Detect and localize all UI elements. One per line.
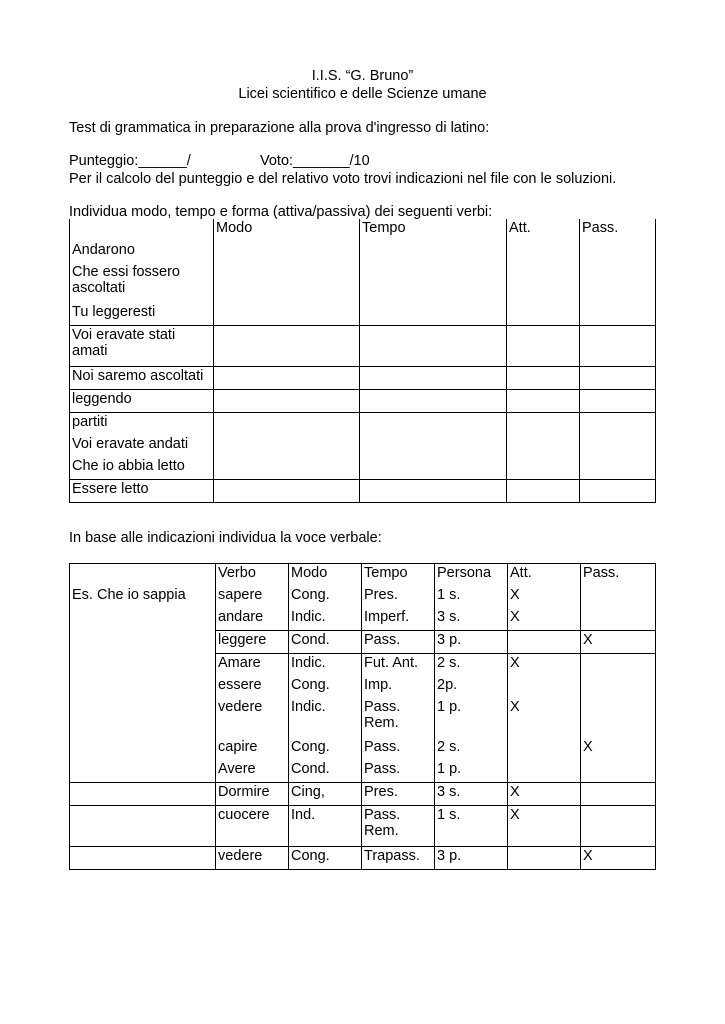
tempo-answer-cell[interactable] bbox=[360, 435, 507, 457]
modo-cell: Cong. bbox=[289, 586, 362, 608]
tempo-cell: Fut. Ant. bbox=[362, 654, 435, 677]
tempo-answer-cell[interactable] bbox=[360, 480, 507, 503]
table-row bbox=[70, 435, 656, 457]
modo-cell: Cing, bbox=[289, 783, 362, 806]
header-persona: Persona bbox=[435, 564, 508, 587]
tempo-answer-cell[interactable] bbox=[360, 413, 507, 436]
header-tempo: Tempo bbox=[360, 219, 507, 241]
verbo-cell: Avere bbox=[216, 760, 289, 783]
modo-answer-cell[interactable] bbox=[214, 241, 360, 263]
pass-cell bbox=[581, 783, 656, 806]
att-cell bbox=[508, 847, 581, 870]
answer-cell[interactable] bbox=[70, 698, 216, 738]
answer-cell[interactable] bbox=[70, 631, 216, 654]
table-row bbox=[70, 586, 656, 608]
table-row bbox=[70, 738, 656, 760]
tempo-answer-cell[interactable] bbox=[360, 326, 507, 367]
persona-cell: 2 s. bbox=[435, 654, 508, 677]
tempo-answer-cell[interactable] bbox=[360, 263, 507, 303]
verbo-cell: sapere bbox=[216, 586, 289, 608]
table-header-row bbox=[70, 219, 656, 241]
pass-answer-cell[interactable] bbox=[580, 435, 656, 457]
pass-cell: X bbox=[581, 631, 656, 654]
modo-answer-cell[interactable] bbox=[214, 326, 360, 367]
verbo-cell: Dormire bbox=[216, 783, 289, 806]
voto-label: Voto:_______/10 bbox=[260, 153, 370, 169]
table-row bbox=[70, 326, 656, 367]
answer-cell[interactable] bbox=[70, 760, 216, 783]
pass-cell: X bbox=[581, 847, 656, 870]
att-answer-cell[interactable] bbox=[507, 480, 580, 503]
answer-cell[interactable] bbox=[70, 783, 216, 806]
pass-cell bbox=[581, 698, 656, 738]
pass-cell: X bbox=[581, 738, 656, 760]
verb-cell: Andarono bbox=[72, 242, 135, 258]
att-answer-cell[interactable] bbox=[507, 457, 580, 480]
pass-cell bbox=[581, 760, 656, 783]
att-answer-cell[interactable] bbox=[507, 303, 580, 326]
answer-cell[interactable] bbox=[70, 676, 216, 698]
persona-cell: 1 p. bbox=[435, 760, 508, 783]
verbo-cell: Amare bbox=[216, 654, 289, 677]
persona-cell: 3 s. bbox=[435, 608, 508, 631]
modo-answer-cell[interactable] bbox=[214, 435, 360, 457]
verb-cell: leggendo bbox=[70, 390, 214, 413]
tempo-cell: Imp. bbox=[362, 676, 435, 698]
pass-answer-cell[interactable] bbox=[580, 263, 656, 303]
modo-cell: Cong. bbox=[289, 847, 362, 870]
modo-cell: Cond. bbox=[289, 631, 362, 654]
modo-cell: Indic. bbox=[289, 698, 362, 738]
verbo-cell: cuocere bbox=[216, 806, 289, 847]
table-row bbox=[70, 457, 656, 480]
example-label: Es. Che io sappia bbox=[72, 587, 186, 603]
pass-cell bbox=[581, 806, 656, 847]
header-modo: Modo bbox=[289, 564, 362, 587]
att-cell: X bbox=[508, 783, 581, 806]
verb-cell: partiti bbox=[72, 414, 108, 430]
tempo-cell: Pass. Rem. bbox=[362, 698, 435, 738]
verbo-cell: essere bbox=[216, 676, 289, 698]
header-att: Att. bbox=[507, 219, 580, 241]
school-name: I.I.S. “G. Bruno” bbox=[311, 68, 414, 84]
table-row bbox=[70, 698, 656, 738]
att-cell: X bbox=[508, 586, 581, 608]
section1-instruction: Individua modo, tempo e forma (attiva/passiva) dei seguenti verbi: bbox=[69, 204, 493, 220]
answer-cell[interactable] bbox=[70, 608, 216, 631]
header-tempo: Tempo bbox=[362, 564, 435, 587]
att-cell bbox=[508, 760, 581, 783]
section2-instruction: In base alle indicazioni individua la voce verbale: bbox=[69, 530, 382, 546]
persona-cell: 3 p. bbox=[435, 631, 508, 654]
persona-cell: 2p. bbox=[435, 676, 508, 698]
modo-cell: Cond. bbox=[289, 760, 362, 783]
verb-cell: Che essi fossero ascoltati bbox=[72, 264, 180, 296]
verb-cell: Che io abbia letto bbox=[70, 457, 214, 480]
att-cell bbox=[508, 676, 581, 698]
table-row bbox=[70, 480, 656, 503]
pass-answer-cell[interactable] bbox=[580, 326, 656, 367]
tempo-cell: Pres. bbox=[362, 783, 435, 806]
verbo-cell: andare bbox=[216, 608, 289, 631]
pass-answer-cell[interactable] bbox=[580, 241, 656, 263]
persona-cell: 2 s. bbox=[435, 738, 508, 760]
table-row bbox=[70, 760, 656, 783]
header-modo: Modo bbox=[214, 219, 360, 241]
verbo-cell: vedere bbox=[216, 847, 289, 870]
tempo-cell: Pres. bbox=[362, 586, 435, 608]
att-answer-cell[interactable] bbox=[507, 390, 580, 413]
answer-cell[interactable] bbox=[70, 738, 216, 760]
school-subtitle: Licei scientifico e delle Scienze umane bbox=[238, 86, 487, 102]
answer-cell[interactable] bbox=[70, 806, 216, 847]
persona-cell: 1 s. bbox=[435, 806, 508, 847]
persona-cell: 1 s. bbox=[435, 586, 508, 608]
att-answer-cell[interactable] bbox=[507, 326, 580, 367]
tempo-answer-cell[interactable] bbox=[360, 367, 507, 390]
calcolo-note: Per il calcolo del punteggio e del relativo voto trovi indicazioni nel file con le soluzioni. bbox=[69, 171, 617, 187]
att-answer-cell[interactable] bbox=[507, 367, 580, 390]
table-row bbox=[70, 241, 656, 263]
att-cell: X bbox=[508, 608, 581, 631]
tempo-cell: Imperf. bbox=[362, 608, 435, 631]
modo-answer-cell[interactable] bbox=[214, 457, 360, 480]
att-cell: X bbox=[508, 698, 581, 738]
pass-answer-cell[interactable] bbox=[580, 390, 656, 413]
table-header-row bbox=[70, 564, 656, 587]
att-cell: X bbox=[508, 654, 581, 677]
table-row bbox=[70, 303, 656, 326]
table-row bbox=[70, 367, 656, 390]
verb-cell: Tu leggeresti bbox=[70, 303, 214, 326]
header-att: Att. bbox=[508, 564, 581, 587]
verbo-cell: capire bbox=[216, 738, 289, 760]
verbo-cell: leggere bbox=[216, 631, 289, 654]
table-row bbox=[70, 847, 656, 870]
tempo-cell: Pass. Rem. bbox=[362, 806, 435, 847]
tempo-answer-cell[interactable] bbox=[360, 303, 507, 326]
att-answer-cell[interactable] bbox=[507, 263, 580, 303]
test-title: Test di grammatica in preparazione alla prova d'ingresso di latino: bbox=[69, 120, 490, 136]
tempo-answer-cell[interactable] bbox=[360, 457, 507, 480]
pass-answer-cell[interactable] bbox=[580, 367, 656, 390]
tempo-answer-cell[interactable] bbox=[360, 241, 507, 263]
pass-answer-cell[interactable] bbox=[580, 457, 656, 480]
pass-answer-cell[interactable] bbox=[580, 480, 656, 503]
modo-cell: Cong. bbox=[289, 738, 362, 760]
att-answer-cell[interactable] bbox=[507, 435, 580, 457]
punteggio-label: Punteggio:______/ bbox=[69, 153, 191, 169]
header-pass: Pass. bbox=[581, 564, 656, 587]
table-row bbox=[70, 676, 656, 698]
pass-answer-cell[interactable] bbox=[580, 303, 656, 326]
modo-cell: Cong. bbox=[289, 676, 362, 698]
persona-cell: 3 p. bbox=[435, 847, 508, 870]
answer-cell[interactable] bbox=[70, 847, 216, 870]
att-answer-cell[interactable] bbox=[507, 241, 580, 263]
tempo-answer-cell[interactable] bbox=[360, 390, 507, 413]
modo-answer-cell[interactable] bbox=[214, 413, 360, 436]
tempo-cell: Pass. bbox=[362, 760, 435, 783]
modo-answer-cell[interactable] bbox=[214, 367, 360, 390]
att-answer-cell[interactable] bbox=[507, 413, 580, 436]
pass-cell bbox=[581, 654, 656, 677]
tempo-cell: Pass. bbox=[362, 738, 435, 760]
tempo-cell: Trapass. bbox=[362, 847, 435, 870]
modo-cell: Indic. bbox=[289, 654, 362, 677]
verb-form-table bbox=[69, 563, 656, 870]
verb-cell: Voi eravate andati bbox=[72, 436, 189, 452]
table-row bbox=[70, 806, 656, 847]
pass-answer-cell[interactable] bbox=[580, 413, 656, 436]
verbo-cell: vedere bbox=[216, 698, 289, 738]
verb-cell: Noi saremo ascoltati bbox=[70, 367, 214, 390]
pass-cell bbox=[581, 586, 656, 608]
header-pass: Pass. bbox=[580, 219, 656, 241]
table-row bbox=[70, 608, 656, 631]
verb-cell: Voi eravate stati amati bbox=[70, 326, 214, 367]
header-verbo: Verbo bbox=[216, 564, 289, 587]
persona-cell: 1 p. bbox=[435, 698, 508, 738]
att-cell: X bbox=[508, 806, 581, 847]
modo-cell: Ind. bbox=[289, 806, 362, 847]
modo-cell: Indic. bbox=[289, 608, 362, 631]
table-row bbox=[70, 631, 656, 654]
modo-answer-cell[interactable] bbox=[214, 263, 360, 303]
att-cell bbox=[508, 631, 581, 654]
table-row bbox=[70, 413, 656, 436]
table-row bbox=[70, 263, 656, 303]
verb-cell: Essere letto bbox=[70, 480, 214, 503]
pass-cell bbox=[581, 676, 656, 698]
pass-cell bbox=[581, 608, 656, 631]
table-row bbox=[70, 390, 656, 413]
tempo-cell: Pass. bbox=[362, 631, 435, 654]
modo-answer-cell[interactable] bbox=[214, 303, 360, 326]
att-cell bbox=[508, 738, 581, 760]
modo-answer-cell[interactable] bbox=[214, 390, 360, 413]
table-row bbox=[70, 783, 656, 806]
modo-answer-cell[interactable] bbox=[214, 480, 360, 503]
verb-analysis-table bbox=[69, 219, 656, 503]
table-row bbox=[70, 654, 656, 677]
answer-cell[interactable] bbox=[70, 654, 216, 677]
persona-cell: 3 s. bbox=[435, 783, 508, 806]
